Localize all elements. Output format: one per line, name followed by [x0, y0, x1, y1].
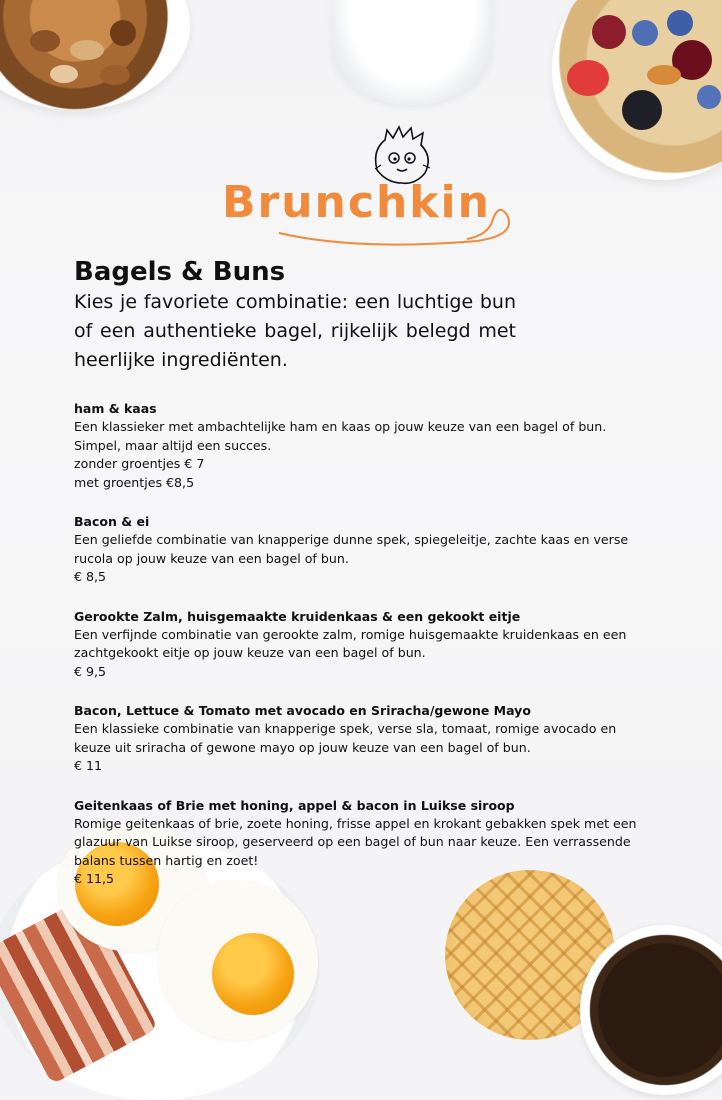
item-name: Bacon, Lettuce & Tomato met avocado en Sriracha/gewone Mayo	[74, 703, 531, 718]
menu-section	[74, 256, 654, 909]
oatmeal-berries-bowl-image	[552, 0, 722, 180]
item-price: met groentjes €8,5	[74, 474, 195, 490]
item-name: Gerookte Zalm, huisgemaakte kruidenkaas & een gekookt eitje	[74, 608, 521, 624]
item-name: Bacon & ei	[74, 514, 150, 529]
section-title: Bagels & Buns	[74, 257, 286, 287]
item-description: Romige geitenkaas of brie, zoete honing, frisse appel en krokant gebakken spek met een glazuur van Luikse siroop, geserveerd op een bagel of bun naar keuze. Een verrassende balans tussen hartig en zoet!	[74, 815, 637, 868]
egg-yolk-image	[212, 933, 294, 1015]
menu-item	[74, 796, 654, 889]
item-description: Een geliefde combinatie van knapperige dunne spek, spiegeleitje, zachte kaas en verse rucola op jouw keuze van een bagel of bun.	[74, 532, 629, 566]
item-price: € 8,5	[74, 569, 107, 584]
logo-swirl-icon	[277, 203, 517, 253]
item-name: Geitenkaas of Brie met honing, appel & bacon in Luikse siroop	[74, 797, 515, 813]
brand-logo	[222, 125, 512, 245]
item-price: € 11	[74, 758, 103, 773]
mixed-nuts-bowl-image	[0, 0, 190, 110]
item-description: Een klassieker met ambachtelijke ham en kaas op jouw keuze van een bagel of bun. Simpel, maar altijd een succes.	[74, 419, 607, 453]
item-description: Een klassieke combinatie van knapperige spek, verse sla, tomaat, romige avocado en keuze uit sriracha of gewone mayo op jouw keuze van een bagel of bun.	[74, 721, 617, 755]
item-price: € 9,5	[74, 663, 107, 679]
menu-item	[74, 399, 654, 492]
item-price: zonder groentjes € 7	[74, 456, 205, 471]
item-price: € 11,5	[74, 871, 115, 886]
milk-glass-image	[332, 0, 492, 105]
section-intro: Kies je favoriete combinatie: een luchtige bun of een authentieke bagel, rijkelijk belegd met heerlijke ingrediënten.	[74, 291, 516, 371]
menu-item	[74, 701, 654, 776]
menu-item	[74, 607, 654, 682]
menu-item	[74, 512, 654, 587]
item-description: Een verfijnde combinatie van gerookte zalm, romige huisgemaakte kruidenkaas en een zachtgekookt eitje op jouw keuze van een bagel of bun.	[74, 626, 627, 660]
brand-name: Brunchkin	[222, 177, 491, 228]
item-name: ham & kaas	[74, 401, 157, 416]
